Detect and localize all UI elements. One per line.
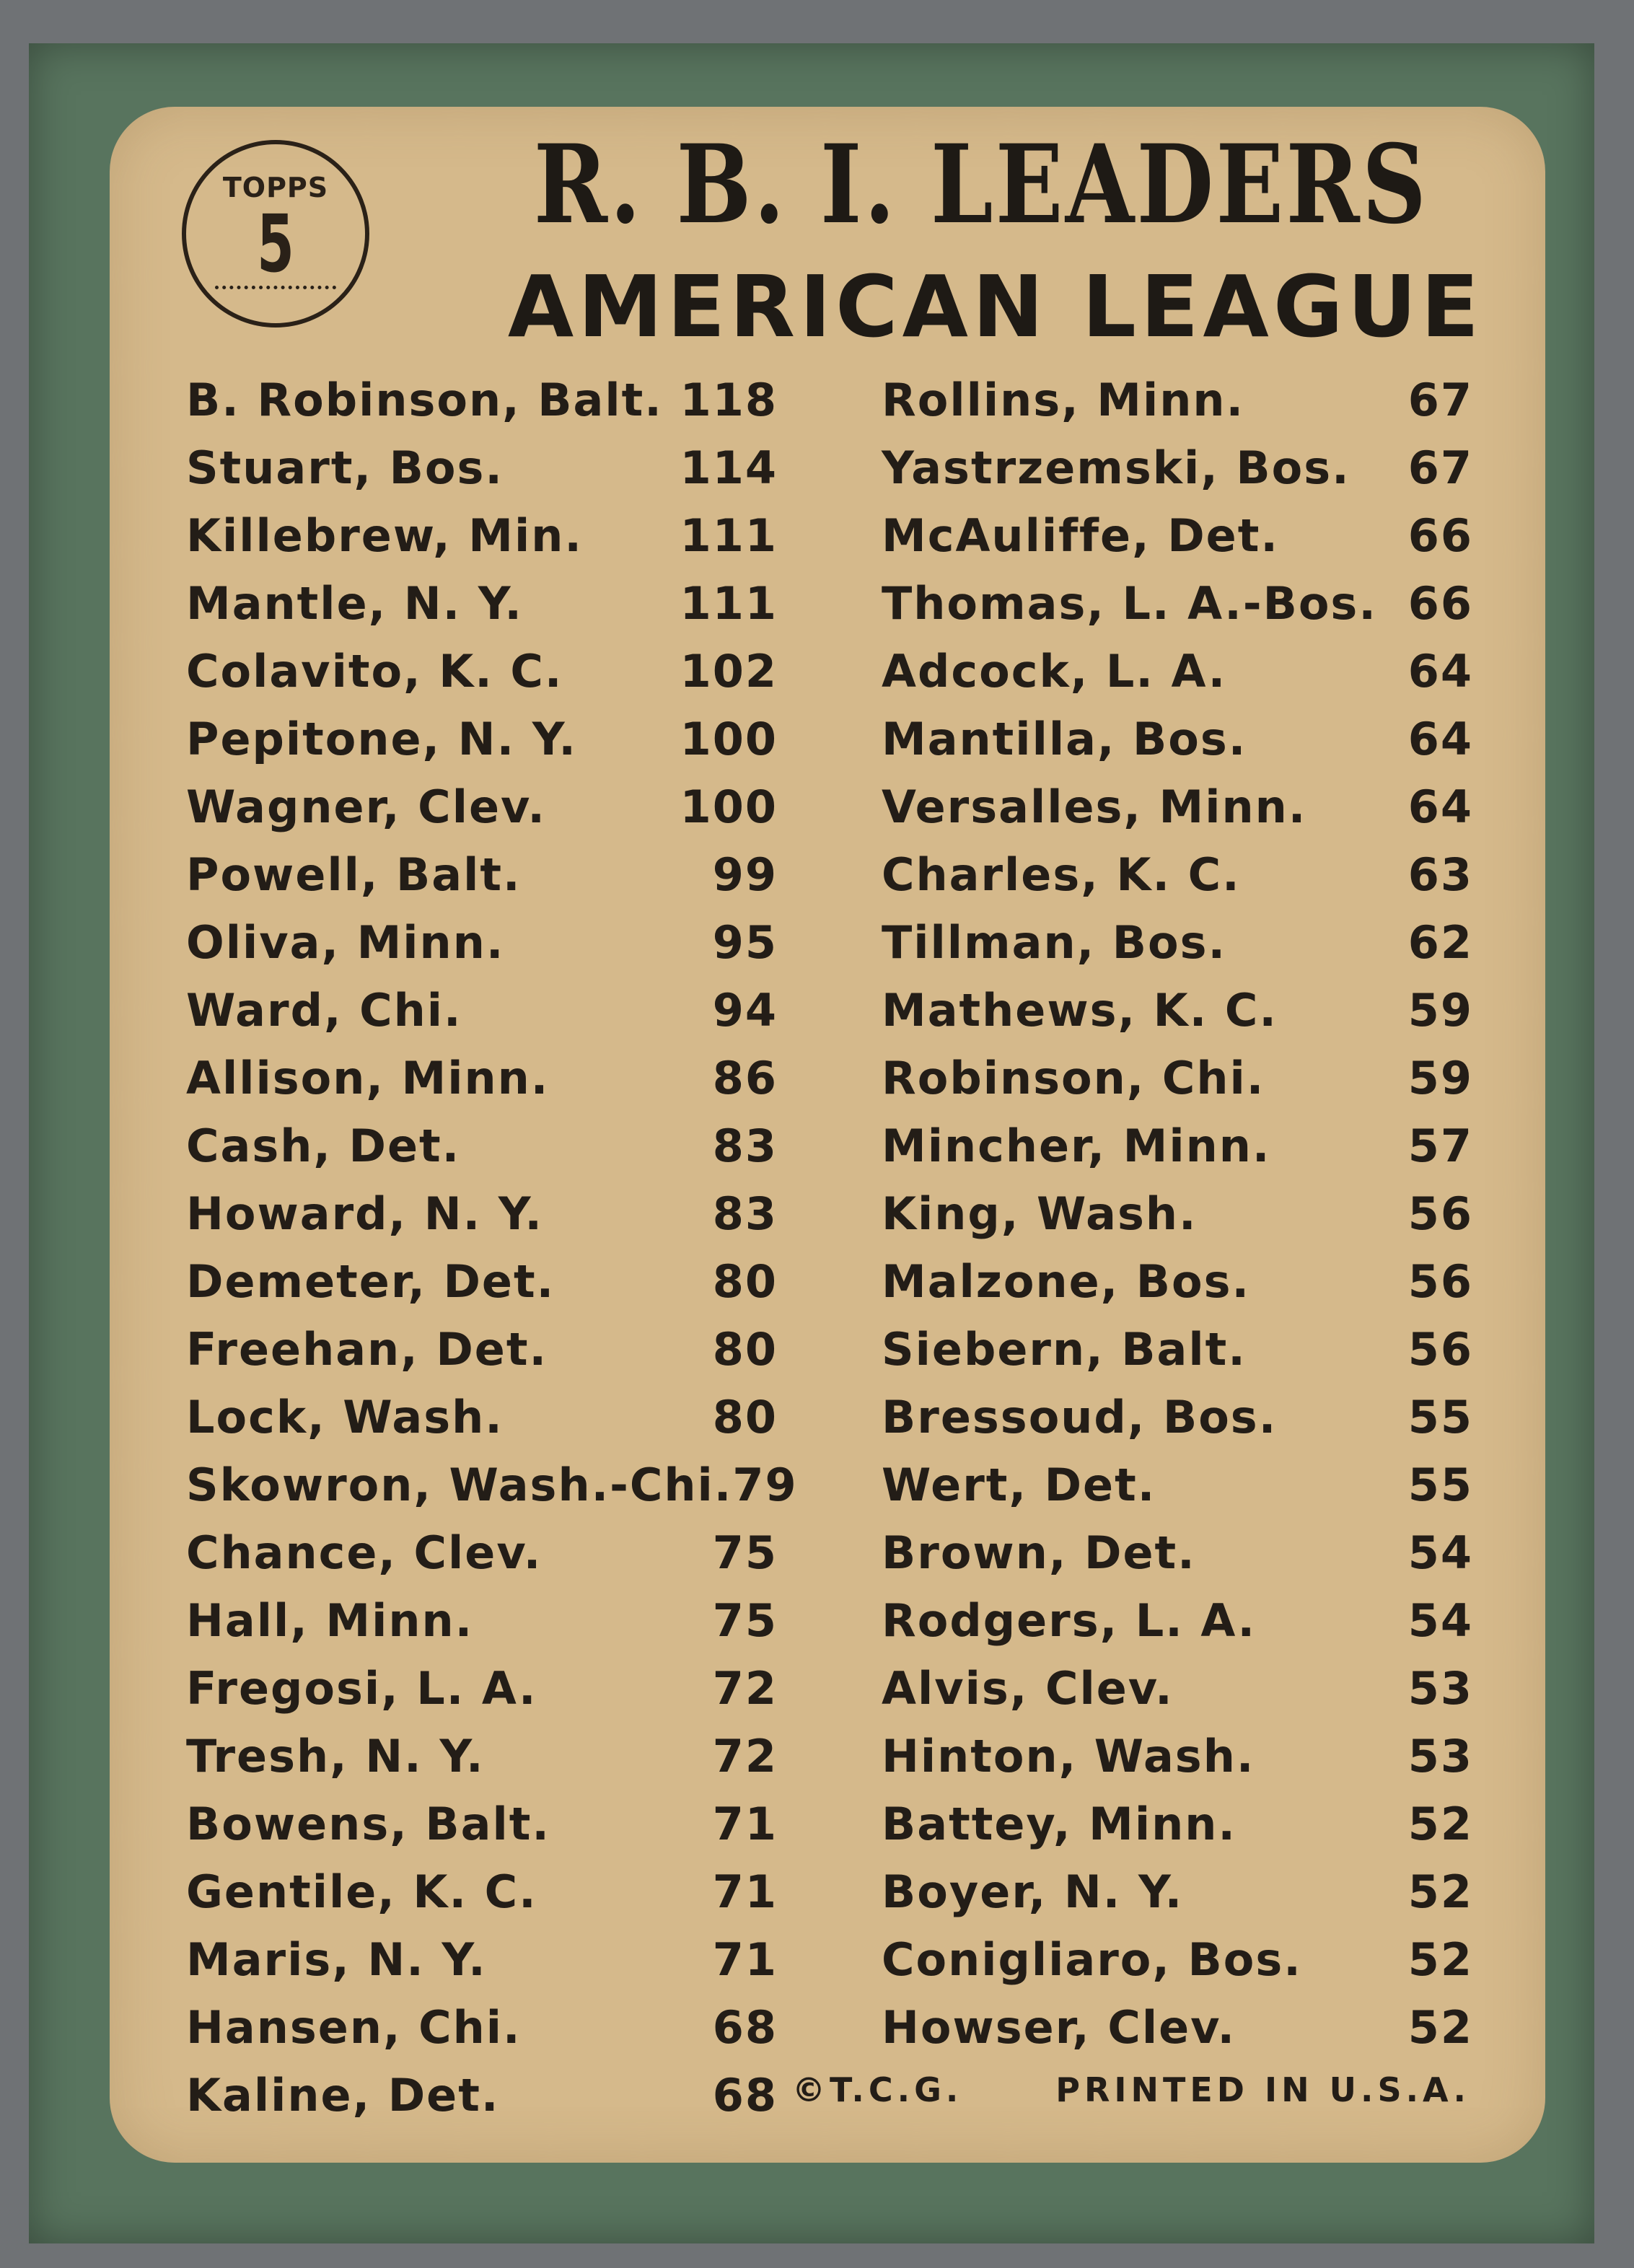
rbi-value: 68 xyxy=(712,2069,778,2122)
player-name: Cash, Det. xyxy=(186,1120,461,1172)
rbi-value: 100 xyxy=(680,781,778,833)
leader-row xyxy=(186,434,778,502)
rbi-value: 62 xyxy=(1407,916,1473,969)
player-name: Ward, Chi. xyxy=(186,984,462,1037)
leader-row xyxy=(186,1180,778,1248)
leader-row xyxy=(186,773,778,841)
leader-row xyxy=(882,977,1473,1045)
rbi-value: 118 xyxy=(680,374,778,426)
player-name: Mantilla, Bos. xyxy=(882,713,1247,765)
topps-logo xyxy=(182,140,369,328)
player-name: Battey, Minn. xyxy=(882,1798,1237,1850)
rbi-value: 63 xyxy=(1407,848,1473,901)
rbi-value: 52 xyxy=(1407,1798,1473,1850)
leader-row xyxy=(882,1248,1473,1316)
rbi-value: 56 xyxy=(1407,1255,1473,1308)
player-name: King, Wash. xyxy=(882,1187,1198,1240)
leader-row xyxy=(186,841,778,909)
rbi-value: 53 xyxy=(1407,1730,1473,1783)
rbi-value: 59 xyxy=(1407,1052,1473,1104)
player-name: Alvis, Clev. xyxy=(882,1662,1174,1715)
leader-row xyxy=(882,909,1473,977)
leader-row xyxy=(882,366,1473,434)
player-name: Charles, K. C. xyxy=(882,848,1241,901)
leader-row xyxy=(882,773,1473,841)
printed-notice: PRINTED IN U.S.A. xyxy=(1055,2070,1470,2109)
player-name: Allison, Minn. xyxy=(186,1052,550,1104)
leader-row xyxy=(186,1926,778,1994)
rbi-value: 80 xyxy=(712,1323,778,1376)
leader-row xyxy=(186,977,778,1045)
rbi-value: 52 xyxy=(1407,1865,1473,1918)
rbi-value: 64 xyxy=(1407,645,1473,698)
leader-row xyxy=(186,570,778,638)
rbi-value: 83 xyxy=(712,1187,778,1240)
player-name: Boyer, N. Y. xyxy=(882,1865,1184,1918)
player-name: Mincher, Minn. xyxy=(882,1120,1271,1172)
rbi-value: 100 xyxy=(680,713,778,765)
rbi-value: 83 xyxy=(712,1120,778,1172)
rbi-value: 68 xyxy=(712,2001,778,2054)
leader-row xyxy=(882,1316,1473,1384)
leader-row xyxy=(882,1384,1473,1451)
player-name: Adcock, L. A. xyxy=(882,645,1227,698)
player-name: Hansen, Chi. xyxy=(186,2001,522,2054)
rbi-value: 86 xyxy=(712,1052,778,1104)
leader-row xyxy=(882,1045,1473,1112)
player-name: Yastrzemski, Bos. xyxy=(882,441,1350,494)
rbi-value: 52 xyxy=(1407,1933,1473,1986)
leader-row xyxy=(882,638,1473,706)
rbi-value: 99 xyxy=(712,848,778,901)
card-title: R. B. I. LEADERS xyxy=(533,121,1429,248)
player-name: Wert, Det. xyxy=(882,1459,1156,1511)
leader-row xyxy=(186,1384,778,1451)
rbi-value: 94 xyxy=(712,984,778,1037)
rbi-value: 66 xyxy=(1407,577,1473,630)
player-name: B. Robinson, Balt. xyxy=(186,374,663,426)
leader-row xyxy=(186,1519,778,1587)
leader-row xyxy=(186,1858,778,1926)
player-name: Skowron, Wash.-Chi. xyxy=(186,1459,733,1511)
leader-row xyxy=(186,1723,778,1790)
rbi-value: 75 xyxy=(712,1526,778,1579)
leader-row xyxy=(186,1994,778,2062)
player-name: Freehan, Det. xyxy=(186,1323,548,1376)
copyright-notice: ©T.C.G. xyxy=(792,2070,963,2109)
leader-row xyxy=(186,909,778,977)
leader-row xyxy=(186,1248,778,1316)
rbi-value: 114 xyxy=(680,441,778,494)
leader-row xyxy=(882,1587,1473,1655)
card-subtitle: AMERICAN LEAGUE xyxy=(507,257,1484,356)
player-name: Conigliaro, Bos. xyxy=(882,1933,1302,1986)
rbi-value: 59 xyxy=(1407,984,1473,1037)
leader-row xyxy=(186,1112,778,1180)
leader-row xyxy=(882,1994,1473,2062)
rbi-value: 56 xyxy=(1407,1187,1473,1240)
player-name: Colavito, K. C. xyxy=(186,645,563,698)
player-name: Fregosi, L. A. xyxy=(186,1662,537,1715)
logo-brand: TOPPS xyxy=(222,172,329,203)
rbi-value: 67 xyxy=(1407,441,1473,494)
player-name: Mantle, N. Y. xyxy=(186,577,523,630)
player-name: Killebrew, Min. xyxy=(186,509,583,562)
rbi-value: 57 xyxy=(1407,1120,1473,1172)
left-leaders-column xyxy=(186,366,798,2129)
leader-row xyxy=(186,1655,778,1723)
leader-row xyxy=(186,502,778,570)
player-name: Kaline, Det. xyxy=(186,2069,500,2122)
leader-row xyxy=(882,570,1473,638)
player-name: Mathews, K. C. xyxy=(882,984,1278,1037)
leader-row xyxy=(186,1790,778,1858)
rbi-value: 75 xyxy=(712,1594,778,1647)
player-name: Brown, Det. xyxy=(882,1526,1196,1579)
rbi-value: 71 xyxy=(712,1865,778,1918)
card-footer xyxy=(792,2070,1470,2109)
player-name: McAuliffe, Det. xyxy=(882,509,1279,562)
rbi-value: 66 xyxy=(1407,509,1473,562)
leader-row xyxy=(882,1790,1473,1858)
rbi-value: 56 xyxy=(1407,1323,1473,1376)
leader-row xyxy=(882,1655,1473,1723)
rbi-value: 53 xyxy=(1407,1662,1473,1715)
player-name: Chance, Clev. xyxy=(186,1526,543,1579)
player-name: Wagner, Clev. xyxy=(186,781,546,833)
player-name: Siebern, Balt. xyxy=(882,1323,1247,1376)
player-name: Hall, Minn. xyxy=(186,1594,474,1647)
rbi-value: 71 xyxy=(712,1798,778,1850)
rbi-value: 54 xyxy=(1407,1526,1473,1579)
leader-row xyxy=(186,366,778,434)
player-name: Lock, Wash. xyxy=(186,1391,504,1443)
baseball-seam-icon xyxy=(215,286,336,299)
leader-row xyxy=(882,1858,1473,1926)
leader-row xyxy=(186,1045,778,1112)
rbi-value: 52 xyxy=(1407,2001,1473,2054)
leader-row xyxy=(882,841,1473,909)
leader-row xyxy=(882,1451,1473,1519)
player-name: Tresh, N. Y. xyxy=(186,1730,485,1783)
rbi-value: 72 xyxy=(712,1662,778,1715)
rbi-value: 111 xyxy=(680,509,778,562)
leader-row xyxy=(186,1587,778,1655)
rbi-value: 80 xyxy=(712,1391,778,1443)
player-name: Thomas, L. A.-Bos. xyxy=(882,577,1377,630)
card-number: 5 xyxy=(257,198,294,290)
player-name: Powell, Balt. xyxy=(186,848,522,901)
player-name: Bowens, Balt. xyxy=(186,1798,550,1850)
leader-row xyxy=(186,706,778,773)
rbi-value: 79 xyxy=(732,1459,798,1511)
leader-row xyxy=(882,1180,1473,1248)
player-name: Oliva, Minn. xyxy=(186,916,505,969)
rbi-value: 54 xyxy=(1407,1594,1473,1647)
rbi-value: 55 xyxy=(1407,1459,1473,1511)
rbi-value: 71 xyxy=(712,1933,778,1986)
leader-row xyxy=(186,1451,798,1519)
rbi-value: 55 xyxy=(1407,1391,1473,1443)
player-name: Stuart, Bos. xyxy=(186,441,504,494)
player-name: Malzone, Bos. xyxy=(882,1255,1251,1308)
player-name: Bressoud, Bos. xyxy=(882,1391,1278,1443)
leader-row xyxy=(186,1316,778,1384)
leader-row xyxy=(186,2062,778,2129)
leader-row xyxy=(882,1926,1473,1994)
leader-row xyxy=(882,1112,1473,1180)
leader-row xyxy=(186,638,778,706)
player-name: Maris, N. Y. xyxy=(186,1933,487,1986)
player-name: Versalles, Minn. xyxy=(882,781,1307,833)
player-name: Howard, N. Y. xyxy=(186,1187,543,1240)
rbi-value: 95 xyxy=(712,916,778,969)
player-name: Tillman, Bos. xyxy=(882,916,1227,969)
leader-row xyxy=(882,1519,1473,1587)
rbi-value: 72 xyxy=(712,1730,778,1783)
player-name: Hinton, Wash. xyxy=(882,1730,1255,1783)
player-name: Rollins, Minn. xyxy=(882,374,1245,426)
rbi-value: 102 xyxy=(680,645,778,698)
right-leaders-column xyxy=(882,366,1473,2062)
player-name: Demeter, Det. xyxy=(186,1255,555,1308)
rbi-value: 67 xyxy=(1407,374,1473,426)
player-name: Pepitone, N. Y. xyxy=(186,713,577,765)
rbi-value: 64 xyxy=(1407,713,1473,765)
player-name: Rodgers, L. A. xyxy=(882,1594,1257,1647)
rbi-value: 64 xyxy=(1407,781,1473,833)
player-name: Robinson, Chi. xyxy=(882,1052,1265,1104)
rbi-value: 111 xyxy=(680,577,778,630)
rbi-value: 80 xyxy=(712,1255,778,1308)
player-name: Gentile, K. C. xyxy=(186,1865,537,1918)
leader-row xyxy=(882,706,1473,773)
leader-row xyxy=(882,434,1473,502)
leader-row xyxy=(882,502,1473,570)
leader-row xyxy=(882,1723,1473,1790)
player-name: Howser, Clev. xyxy=(882,2001,1237,2054)
